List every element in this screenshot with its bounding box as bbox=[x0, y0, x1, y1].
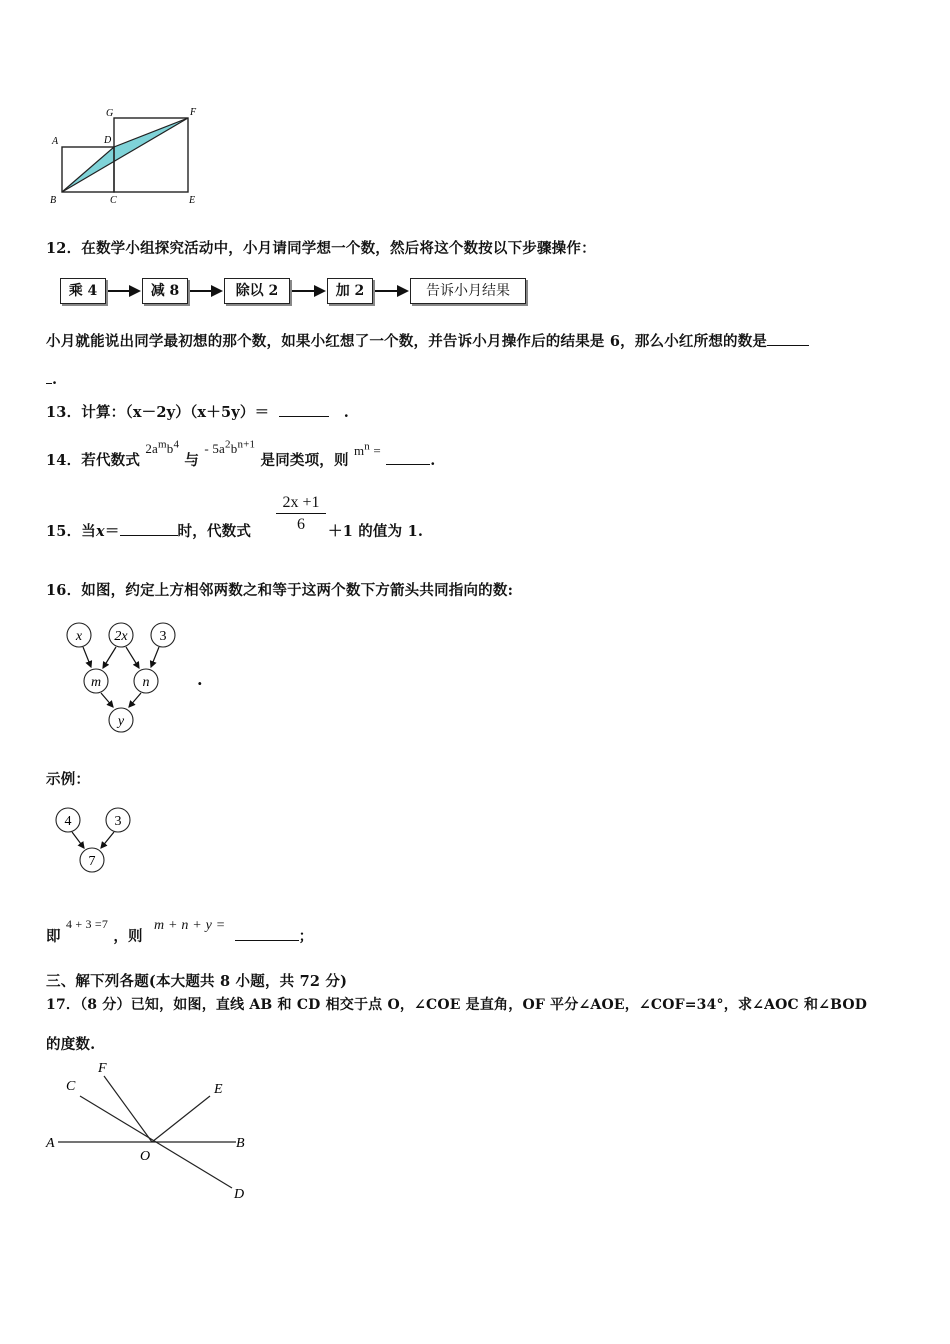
ray-of bbox=[104, 1076, 152, 1142]
q16-then-expr: 4 + 3 =7 bbox=[65, 917, 109, 931]
q15-fraction bbox=[276, 494, 326, 534]
node-x-label: x bbox=[75, 629, 83, 644]
q17-line1: 17．（8 分）已知，如图，直线 AB 和 CD 相交于点 O，∠COE 是直角，OF 平分∠AOE，∠COF=34°，求∠AOC 和∠BOD bbox=[46, 997, 868, 1013]
edge-m-y bbox=[101, 693, 113, 707]
node-3b-label: 3 bbox=[114, 814, 122, 829]
q16-then-end: ； bbox=[298, 928, 314, 945]
q14-mn bbox=[353, 440, 381, 458]
label-d2: D bbox=[234, 1187, 245, 1202]
q17-figure bbox=[44, 1058, 254, 1208]
label-b2: B bbox=[236, 1136, 245, 1151]
edge-2x-m bbox=[103, 647, 116, 668]
q15 bbox=[46, 520, 251, 541]
node-2x-label: 2x bbox=[114, 629, 128, 644]
q12-line2 bbox=[46, 330, 809, 351]
label-f: F bbox=[190, 107, 197, 118]
q16-answer-blank[interactable] bbox=[235, 926, 299, 941]
figure-rectangles bbox=[44, 100, 214, 210]
node-3-label: 3 bbox=[159, 629, 167, 644]
q16-then-expr2: m + n + y = bbox=[154, 918, 226, 933]
label-c: C bbox=[110, 195, 117, 206]
edge-x-m bbox=[83, 647, 91, 667]
q14-expr1-b: b bbox=[166, 441, 174, 456]
flow-step-2: 减 8 bbox=[142, 278, 188, 304]
q15-suffix: 时，代数式 bbox=[177, 523, 252, 540]
q14-expr2-exp-n1: n+1 bbox=[237, 438, 256, 451]
q14-expr1-exp-m: m bbox=[158, 438, 167, 451]
q13 bbox=[46, 401, 349, 422]
q14-expr1 bbox=[145, 438, 180, 456]
label-d: D bbox=[104, 135, 112, 146]
q16-example-diagram bbox=[50, 804, 140, 876]
label-f2: F bbox=[98, 1061, 107, 1076]
q14-expr2-exp-2: 2 bbox=[225, 438, 231, 451]
section3-title: 三、解下列各题(本大题共 8 小题，共 72 分) bbox=[46, 973, 348, 990]
q12-line3 bbox=[46, 369, 57, 388]
flow-arrows bbox=[0, 280, 420, 304]
q12-line2-text: 小月就能说出同学最初想的那个数，如果小红想了一个数，并告诉小月操作后的结果是 6，那么小红所想的数是 bbox=[46, 333, 768, 350]
label-o2: O bbox=[140, 1149, 151, 1164]
q14-expr2 bbox=[204, 438, 256, 456]
q15-numerator: 2x +1 bbox=[276, 494, 326, 514]
q14-eq: = bbox=[373, 443, 381, 458]
q14-expr1-exp-4: 4 bbox=[173, 438, 180, 451]
q16-then-prefix: 即 bbox=[46, 928, 61, 945]
q15-tail: ＋1 的值为 1. bbox=[328, 523, 424, 540]
q15-prefix: 15．当 bbox=[46, 523, 96, 540]
q13-answer-blank[interactable] bbox=[279, 402, 329, 417]
label-a2: A bbox=[46, 1136, 55, 1151]
flow-step-5: 告诉小月结果 bbox=[410, 278, 526, 304]
q14-expr1-base: 2a bbox=[145, 441, 158, 456]
q13-end: . bbox=[343, 404, 350, 421]
edge-2x-n bbox=[126, 647, 139, 668]
q14-mn-exp: n bbox=[364, 440, 370, 453]
q14-answer-blank[interactable] bbox=[386, 450, 430, 465]
label-c2: C bbox=[66, 1079, 76, 1094]
q12-text: 12．在数学小组探究活动中，小月请同学想一个数，然后将这个数按以下步骤操作： bbox=[46, 240, 596, 257]
q15-denominator: 6 bbox=[297, 516, 305, 533]
node-7-label: 7 bbox=[88, 854, 96, 869]
label-e: E bbox=[189, 195, 196, 206]
flow-step-1: 乘 4 bbox=[60, 278, 106, 304]
q14-end: . bbox=[430, 452, 436, 469]
edge-3-7 bbox=[101, 832, 114, 848]
segment-bf bbox=[62, 118, 188, 192]
node-y-label: y bbox=[117, 714, 125, 729]
node-4-label: 4 bbox=[64, 814, 72, 829]
q14-expr2-b: b bbox=[230, 441, 238, 456]
q16-diagram bbox=[58, 618, 188, 738]
q14-mn-base: m bbox=[353, 443, 365, 458]
node-m-label: m bbox=[90, 675, 102, 690]
q15-eq: ＝ bbox=[104, 523, 120, 540]
q16-then-mid: ，则 bbox=[113, 928, 143, 945]
q15-var: x bbox=[95, 523, 105, 540]
q12-end: . bbox=[52, 371, 58, 388]
ray-oe bbox=[152, 1096, 210, 1142]
label-a: A bbox=[52, 136, 59, 147]
q14-mid: 与 bbox=[184, 452, 200, 469]
q13-text: 13．计算：（x－2y）（x＋5y）＝ bbox=[46, 404, 270, 421]
edge-n-y bbox=[129, 693, 141, 707]
q14-suffix: 是同类项，则 bbox=[260, 452, 349, 469]
q16-dot: . bbox=[197, 670, 203, 689]
label-b: B bbox=[50, 195, 57, 206]
q16-text: 16．如图，约定上方相邻两数之和等于这两个数下方箭头共同指向的数: bbox=[46, 582, 514, 599]
label-g: G bbox=[106, 108, 114, 119]
q17-line2: 的度数. bbox=[46, 1036, 96, 1053]
node-n-label: n bbox=[142, 675, 150, 690]
flow-step-4: 加 2 bbox=[327, 278, 373, 304]
q14-expr2-base: - 5a bbox=[204, 441, 226, 456]
q15-answer-blank[interactable] bbox=[120, 521, 178, 536]
q14 bbox=[46, 438, 436, 470]
q14-prefix: 14．若代数式 bbox=[46, 452, 141, 469]
label-e2: E bbox=[214, 1082, 223, 1097]
edge-3-n bbox=[151, 647, 159, 667]
flow-step-3: 除以 2 bbox=[224, 278, 290, 304]
q12-answer-blank[interactable] bbox=[767, 331, 809, 346]
edge-4-7 bbox=[72, 832, 84, 848]
q16-example-label: 示例： bbox=[46, 771, 91, 788]
q16-then bbox=[46, 917, 314, 946]
